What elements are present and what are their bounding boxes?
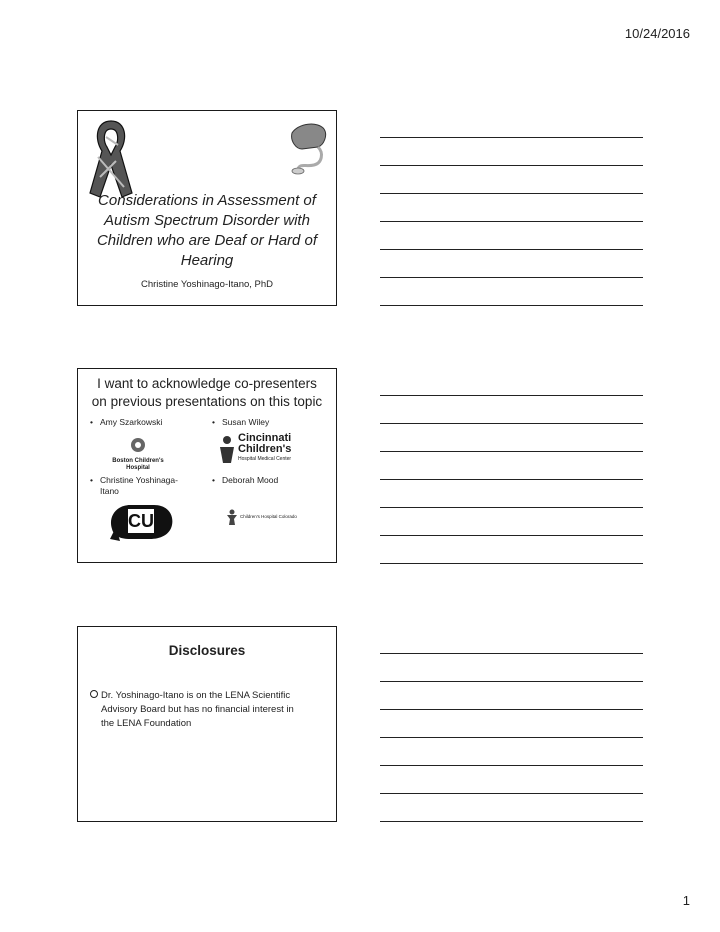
slide-1-title: Considerations in Assessment of Autism Spectrum Disorder with Children who are Deaf or Hard of Hearing — [96, 192, 318, 269]
slide-3-title: Disclosures — [168, 643, 246, 658]
notes-line — [380, 793, 643, 794]
notes-line — [380, 653, 643, 654]
notes-line — [380, 137, 643, 138]
slide-1-author: Christine Yoshinago-Itano, PhD — [140, 279, 274, 290]
boston-childrens-logo: Boston Children's Hospital — [108, 437, 168, 472]
boston-childrens-emblem-icon — [129, 437, 147, 453]
circle-bullet-icon — [90, 690, 98, 698]
notes-line — [380, 451, 643, 452]
notes-line — [380, 563, 643, 564]
presenter-bullet: • Susan Wiley — [212, 417, 270, 427]
notes-line — [380, 165, 643, 166]
cu-buffalo-logo: CU — [106, 499, 176, 543]
notes-line — [380, 395, 643, 396]
notes-line — [380, 193, 643, 194]
slide-2: I want to acknowledge co-presenters on previous presentations on this topic • Amy Szarkowski • Susan Wiley Boston Children's Hospital Cincinnati Children's Hospital Medical Center • Christine Yoshinaga- Itano • Deborah Mood CU Children's Hospital Colorado — [77, 368, 337, 563]
notes-line — [380, 681, 643, 682]
cincinnati-childrens-logo: Cincinnati Children's Hospital Medical Center — [218, 433, 308, 469]
notes-line — [380, 709, 643, 710]
child-figure-icon — [226, 509, 238, 525]
notes-line — [380, 277, 643, 278]
cincinnati-childrens-figure-icon — [218, 435, 236, 465]
awareness-ribbon-icon — [86, 117, 136, 199]
notes-line — [380, 305, 643, 306]
slide-3 — [77, 626, 337, 822]
notes-line — [380, 821, 643, 822]
presenter-bullet: • Amy Szarkowski — [90, 417, 163, 427]
notes-line — [380, 765, 643, 766]
page-date: 10/24/2016 — [624, 26, 690, 41]
slide-1 — [77, 110, 337, 306]
page-number: 1 — [682, 893, 690, 908]
disclosure-item: Dr. Yoshinago-Itano is on the LENA Scientific Advisory Board but has no financial interest in the LENA Foundation — [90, 689, 322, 731]
notes-line — [380, 479, 643, 480]
notes-line — [380, 221, 643, 222]
notes-line — [380, 423, 643, 424]
slide-2-title: I want to acknowledge co-presenters on previous presentations on this topic — [91, 376, 323, 409]
notes-line — [380, 249, 643, 250]
notes-line — [380, 737, 643, 738]
presenter-bullet: • Christine Yoshinaga- Itano — [90, 475, 178, 496]
notes-line — [380, 507, 643, 508]
hearing-aid-icon — [284, 119, 330, 175]
presenter-bullet: • Deborah Mood — [212, 475, 279, 485]
notes-line — [380, 535, 643, 536]
